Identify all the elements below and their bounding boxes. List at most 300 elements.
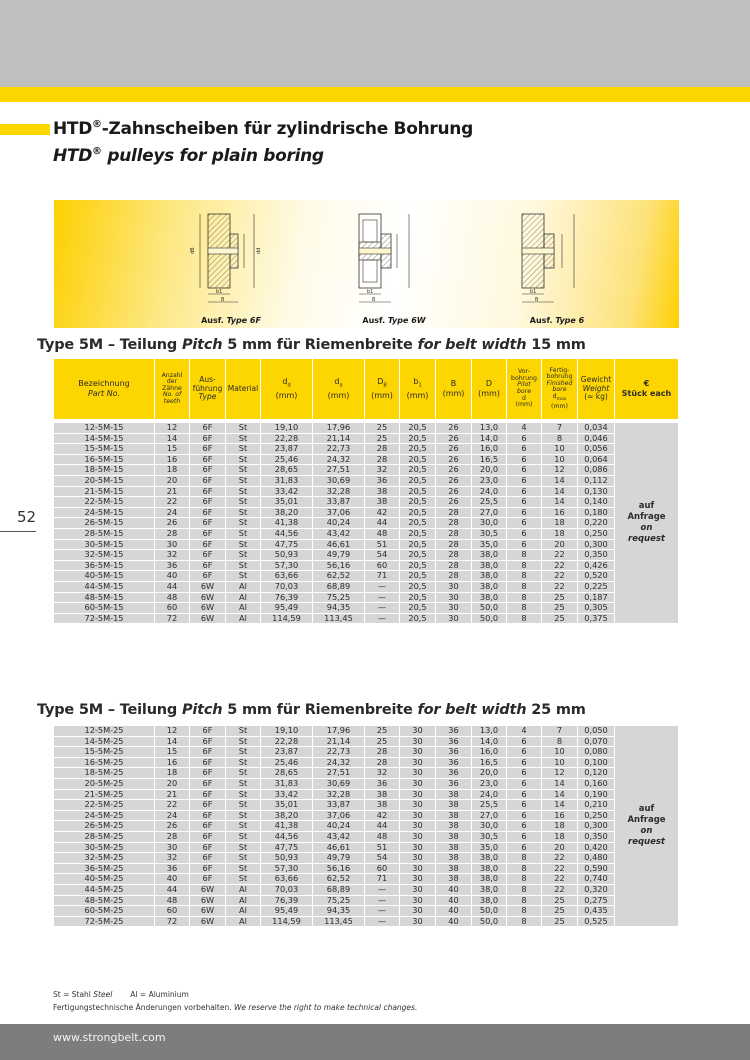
table-cell: 0,375 xyxy=(578,614,615,625)
page-number-rule xyxy=(0,531,36,532)
table-cell: 57,30 xyxy=(261,561,313,572)
table-cell: 30 xyxy=(400,864,436,875)
table-cell: 30 xyxy=(400,917,436,928)
table-cell: 50,0 xyxy=(472,603,507,614)
table-row xyxy=(54,779,678,790)
table-cell: 36 xyxy=(155,864,190,875)
col-dd: $d_d$ (mm) xyxy=(261,359,313,419)
table-cell: 35,0 xyxy=(472,843,507,854)
table-cell: 40 xyxy=(436,906,472,917)
table-cell: 22 xyxy=(155,497,190,508)
table-cell: 16,5 xyxy=(472,455,507,466)
table-cell: 14 xyxy=(155,737,190,748)
table-cell: 32 xyxy=(365,768,400,779)
table-cell: 6F xyxy=(190,821,226,832)
table-cell: 6 xyxy=(507,540,542,551)
table-cell: St xyxy=(226,487,261,498)
table-cell: 113,45 xyxy=(313,614,365,625)
table-cell: 15-5M-15 xyxy=(54,444,155,455)
table-cell: 6F xyxy=(190,874,226,885)
table-cell: 70,03 xyxy=(261,582,313,593)
table-cell: 0,190 xyxy=(578,790,615,801)
col-weight: Gewicht Weight (≈ kg) xyxy=(578,359,615,419)
table-cell: 20,5 xyxy=(400,540,436,551)
table-body xyxy=(54,423,678,624)
table-cell: 6F xyxy=(190,423,226,434)
table-cell: 22 xyxy=(542,571,578,582)
table-cell: 20,5 xyxy=(400,593,436,604)
table-cell: 8 xyxy=(507,853,542,864)
table-cell: 36 xyxy=(436,779,472,790)
table-cell: 71 xyxy=(365,571,400,582)
table-cell: 38,0 xyxy=(472,864,507,875)
pulley-drawings-band xyxy=(54,200,679,328)
table-cell: 95,49 xyxy=(261,603,313,614)
table-cell: 48-5M-25 xyxy=(54,896,155,907)
table-cell: 36-5M-15 xyxy=(54,561,155,572)
table-cell: 30,69 xyxy=(313,476,365,487)
table-cell: 0,112 xyxy=(578,476,615,487)
table-cell: Al xyxy=(226,896,261,907)
table-cell: 14 xyxy=(542,779,578,790)
table-row xyxy=(54,603,678,614)
table-cell: 48 xyxy=(365,529,400,540)
table-cell: 33,42 xyxy=(261,790,313,801)
table-row xyxy=(54,529,678,540)
table-cell: 28-5M-15 xyxy=(54,529,155,540)
table-cell: 22,73 xyxy=(313,444,365,455)
table-cell: St xyxy=(226,758,261,769)
table-cell: 6W xyxy=(190,593,226,604)
table-cell: 38 xyxy=(436,821,472,832)
table-cell: 6F xyxy=(190,737,226,748)
table-cell: 6F xyxy=(190,768,226,779)
table-cell: 26 xyxy=(436,497,472,508)
table-cell: 13,0 xyxy=(472,423,507,434)
table-row xyxy=(54,896,678,907)
table-cell: 43,42 xyxy=(313,529,365,540)
table-cell: 30-5M-15 xyxy=(54,540,155,551)
table-cell: 22 xyxy=(542,864,578,875)
table-row xyxy=(54,864,678,875)
table-cell: — xyxy=(365,603,400,614)
table-cell: 40 xyxy=(436,896,472,907)
table-cell: 15 xyxy=(155,444,190,455)
website-link[interactable]: www.strongbelt.com xyxy=(53,1031,166,1044)
col-material: Material xyxy=(226,359,261,419)
table-cell: 30 xyxy=(155,540,190,551)
table-cell: 33,42 xyxy=(261,487,313,498)
table-cell: 46,61 xyxy=(313,843,365,854)
table-cell: — xyxy=(365,593,400,604)
table-cell: 6 xyxy=(507,779,542,790)
col-teeth: Anzahl der Zähne No. of teeth xyxy=(155,359,190,419)
table-cell: 42 xyxy=(365,508,400,519)
table-row xyxy=(54,434,678,445)
table-cell: 18 xyxy=(542,529,578,540)
table-cell: St xyxy=(226,800,261,811)
table-cell: 14-5M-15 xyxy=(54,434,155,445)
table-cell: 35,01 xyxy=(261,497,313,508)
pulley-6w-drawing-icon xyxy=(339,208,449,308)
table-cell: 20 xyxy=(542,540,578,551)
table-cell: 72-5M-25 xyxy=(54,917,155,928)
svg-text:B: B xyxy=(372,297,376,303)
table-cell: 20,5 xyxy=(400,561,436,572)
table-cell: 23,0 xyxy=(472,476,507,487)
table-cell: 60-5M-15 xyxy=(54,603,155,614)
table-row xyxy=(54,497,678,508)
table-cell: 30 xyxy=(400,811,436,822)
table-cell: 8 xyxy=(507,603,542,614)
table-cell: St xyxy=(226,853,261,864)
table-cell: 0,520 xyxy=(578,571,615,582)
table-cell: 50,93 xyxy=(261,550,313,561)
table-cell: 35,0 xyxy=(472,540,507,551)
table-cell: 0,046 xyxy=(578,434,615,445)
table-cell: 6F xyxy=(190,726,226,737)
table-cell: 25 xyxy=(542,593,578,604)
table-cell: 18-5M-25 xyxy=(54,768,155,779)
table-cell: 18 xyxy=(155,768,190,779)
table-cell: 54 xyxy=(365,550,400,561)
table-cell: 30 xyxy=(400,758,436,769)
table-cell: 6 xyxy=(507,790,542,801)
table-cell: 40 xyxy=(155,571,190,582)
table-cell: 6F xyxy=(190,571,226,582)
table-cell: 26 xyxy=(436,465,472,476)
table-cell: 6 xyxy=(507,768,542,779)
section-title-15mm: Type 5M – Teilung Pitch 5 mm für Riemenbreite for belt width 15 mm xyxy=(37,337,586,353)
table-row xyxy=(54,917,678,928)
section-title-25mm: Type 5M – Teilung Pitch 5 mm für Riemenbreite for belt width 25 mm xyxy=(37,702,586,718)
table-cell: 28 xyxy=(155,529,190,540)
page-title-de: HTD®-Zahnscheiben für zylindrische Bohrung xyxy=(53,119,473,139)
svg-text:b1: b1 xyxy=(216,289,223,295)
table-cell: St xyxy=(226,550,261,561)
table-cell: 63,66 xyxy=(261,571,313,582)
table-cell: 21-5M-15 xyxy=(54,487,155,498)
table-cell: 38,20 xyxy=(261,508,313,519)
table-row xyxy=(54,758,678,769)
table-cell: 56,16 xyxy=(313,864,365,875)
table-cell: 6W xyxy=(190,582,226,593)
table-cell: 60 xyxy=(155,603,190,614)
table-row xyxy=(54,790,678,801)
table-cell: 28 xyxy=(436,508,472,519)
table-cell: 8 xyxy=(507,593,542,604)
table-cell: 38 xyxy=(365,487,400,498)
table-cell: 23,87 xyxy=(261,444,313,455)
table-cell: St xyxy=(226,497,261,508)
table-cell: 62,52 xyxy=(313,571,365,582)
table-cell: 56,16 xyxy=(313,561,365,572)
pulley-6f-drawing-icon xyxy=(176,208,286,308)
table-cell: 6F xyxy=(190,747,226,758)
table-cell: 33,87 xyxy=(313,800,365,811)
table-cell: 57,30 xyxy=(261,864,313,875)
table-cell: 0,435 xyxy=(578,906,615,917)
table-cell: 4 xyxy=(507,726,542,737)
table-cell: 14 xyxy=(542,790,578,801)
svg-text:dd: dd xyxy=(256,247,262,254)
table-cell: 22 xyxy=(542,874,578,885)
table-cell: 26 xyxy=(436,476,472,487)
table-cell: St xyxy=(226,790,261,801)
table-cell: 20 xyxy=(155,779,190,790)
table-cell: 44 xyxy=(365,821,400,832)
table-cell: 94,35 xyxy=(313,906,365,917)
table-cell: 25,46 xyxy=(261,455,313,466)
table-cell: 6F xyxy=(190,476,226,487)
table-cell: 6F xyxy=(190,790,226,801)
table-cell: 6F xyxy=(190,853,226,864)
table-cell: 41,38 xyxy=(261,518,313,529)
pulley-6-drawing-icon xyxy=(502,208,612,308)
table-cell: 38 xyxy=(436,800,472,811)
table-cell: 41,38 xyxy=(261,821,313,832)
table-cell: Al xyxy=(226,906,261,917)
table-cell: 75,25 xyxy=(313,593,365,604)
page-footer xyxy=(0,1024,750,1060)
table-cell: 36 xyxy=(436,737,472,748)
table-cell: 10 xyxy=(542,758,578,769)
table-cell: 43,42 xyxy=(313,832,365,843)
table-cell: 10 xyxy=(542,747,578,758)
table-cell: 76,39 xyxy=(261,896,313,907)
table-cell: 44-5M-15 xyxy=(54,582,155,593)
table-cell: 28 xyxy=(436,529,472,540)
svg-text:dB: dB xyxy=(190,247,196,254)
table-cell: 30,0 xyxy=(472,821,507,832)
table-cell: 22 xyxy=(542,885,578,896)
svg-text:B: B xyxy=(221,297,225,303)
table-cell: 38,0 xyxy=(472,853,507,864)
table-cell: 38,0 xyxy=(472,896,507,907)
table-cell: 40 xyxy=(436,885,472,896)
table-cell: 47,75 xyxy=(261,843,313,854)
table-cell: 8 xyxy=(507,550,542,561)
table-cell: 20,5 xyxy=(400,444,436,455)
table-cell: 16 xyxy=(542,811,578,822)
table-cell: 46,61 xyxy=(313,540,365,551)
table-cell: 25,46 xyxy=(261,758,313,769)
table-cell: 6 xyxy=(507,476,542,487)
table-cell: 20,5 xyxy=(400,603,436,614)
table-cell: 30 xyxy=(400,737,436,748)
table-cell: 14 xyxy=(542,800,578,811)
table-cell: 6F xyxy=(190,540,226,551)
table-row xyxy=(54,874,678,885)
table-cell: 0,420 xyxy=(578,843,615,854)
table-cell: 24,32 xyxy=(313,758,365,769)
table-cell: St xyxy=(226,434,261,445)
page-title-en: HTD® pulleys for plain boring xyxy=(53,146,324,166)
table-cell: 30,5 xyxy=(472,529,507,540)
table-cell: 44,56 xyxy=(261,529,313,540)
table-cell: 6 xyxy=(507,444,542,455)
table-cell: 32,28 xyxy=(313,487,365,498)
table-cell: St xyxy=(226,465,261,476)
table-cell: 38 xyxy=(436,864,472,875)
table-cell: 38,0 xyxy=(472,550,507,561)
table-cell: 60 xyxy=(155,906,190,917)
table-cell: 36 xyxy=(155,561,190,572)
table-cell: 30 xyxy=(400,779,436,790)
table-row xyxy=(54,571,678,582)
table-cell: 36 xyxy=(365,476,400,487)
table-cell: 25,5 xyxy=(472,800,507,811)
table-cell: 8 xyxy=(507,896,542,907)
table-cell: 4 xyxy=(507,423,542,434)
table-cell: 17,96 xyxy=(313,726,365,737)
table-cell: 40-5M-15 xyxy=(54,571,155,582)
col-price: € Stück each xyxy=(615,359,678,419)
table-cell: 6F xyxy=(190,864,226,875)
table-cell: 38 xyxy=(436,853,472,864)
table-cell: 25 xyxy=(542,917,578,928)
figure-caption: Ausf. Type 6W xyxy=(362,316,426,325)
table-cell: 22 xyxy=(542,550,578,561)
svg-text:b1: b1 xyxy=(530,289,537,295)
table-cell: 27,51 xyxy=(313,768,365,779)
table-cell: — xyxy=(365,614,400,625)
table-cell: 19,10 xyxy=(261,726,313,737)
table-cell: 10 xyxy=(542,444,578,455)
table-cell: 114,59 xyxy=(261,917,313,928)
table-cell: 26 xyxy=(155,821,190,832)
table-cell: 95,49 xyxy=(261,906,313,917)
table-cell: 37,06 xyxy=(313,508,365,519)
table-cell: St xyxy=(226,843,261,854)
table-cell: 36 xyxy=(436,747,472,758)
table-cell: St xyxy=(226,540,261,551)
table-cell: 12 xyxy=(155,423,190,434)
table-cell: 0,350 xyxy=(578,550,615,561)
table-cell: 26-5M-25 xyxy=(54,821,155,832)
table-cell: — xyxy=(365,917,400,928)
table-cell: 48 xyxy=(155,593,190,604)
table-cell: 26 xyxy=(155,518,190,529)
table-cell: St xyxy=(226,529,261,540)
table-cell: 0,225 xyxy=(578,582,615,593)
table-cell: 38,0 xyxy=(472,561,507,572)
table-row xyxy=(54,800,678,811)
table-cell: 30 xyxy=(400,768,436,779)
table-cell: 0,210 xyxy=(578,800,615,811)
table-cell: 30,69 xyxy=(313,779,365,790)
table-cell: 32 xyxy=(365,465,400,476)
table-cell: 12 xyxy=(542,768,578,779)
table-cell: 28-5M-25 xyxy=(54,832,155,843)
table-cell: 25 xyxy=(365,423,400,434)
table-cell: 0,070 xyxy=(578,737,615,748)
table-cell: 47,75 xyxy=(261,540,313,551)
table-cell: 24 xyxy=(155,508,190,519)
table-cell: 23,87 xyxy=(261,747,313,758)
table-cell: 6W xyxy=(190,614,226,625)
table-cell: 40 xyxy=(436,917,472,928)
table-cell: 24 xyxy=(155,811,190,822)
table-cell: 25 xyxy=(542,896,578,907)
table-cell: 38,0 xyxy=(472,874,507,885)
table-cell: 0,120 xyxy=(578,768,615,779)
table-cell: 32 xyxy=(155,853,190,864)
table-cell: 6F xyxy=(190,561,226,572)
table-cell: 113,45 xyxy=(313,917,365,928)
table-cell: 37,06 xyxy=(313,811,365,822)
table-cell: 20-5M-15 xyxy=(54,476,155,487)
table-cell: 51 xyxy=(365,843,400,854)
table-row xyxy=(54,487,678,498)
table-cell: 0,220 xyxy=(578,518,615,529)
table-cell: 0,320 xyxy=(578,885,615,896)
table-cell: 6 xyxy=(507,832,542,843)
table-cell: 20,5 xyxy=(400,550,436,561)
table-cell: 20,5 xyxy=(400,465,436,476)
table-cell: 0,480 xyxy=(578,853,615,864)
table-cell: 40,24 xyxy=(313,518,365,529)
table-cell: 22,28 xyxy=(261,737,313,748)
table-cell: 28 xyxy=(436,518,472,529)
table-cell: 0,300 xyxy=(578,540,615,551)
table-cell: St xyxy=(226,811,261,822)
table-cell: 13,0 xyxy=(472,726,507,737)
table-cell: 6 xyxy=(507,821,542,832)
table-cell: 6F xyxy=(190,444,226,455)
table-cell: St xyxy=(226,423,261,434)
table-cell: 16 xyxy=(155,758,190,769)
table-cell: 16 xyxy=(542,508,578,519)
drawing-type-6f xyxy=(176,208,286,328)
table-cell: 6 xyxy=(507,758,542,769)
table-cell: 22 xyxy=(155,800,190,811)
table-row xyxy=(54,768,678,779)
table-cell: 6F xyxy=(190,487,226,498)
table-cell: 21-5M-25 xyxy=(54,790,155,801)
table-cell: 14 xyxy=(542,497,578,508)
table-cell: 27,0 xyxy=(472,811,507,822)
table-cell: Al xyxy=(226,885,261,896)
table-cell: 0,590 xyxy=(578,864,615,875)
table-cell: 30 xyxy=(400,843,436,854)
table-cell: 26 xyxy=(436,444,472,455)
table-row xyxy=(54,455,678,466)
table-cell: 20 xyxy=(155,476,190,487)
table-cell: 22-5M-15 xyxy=(54,497,155,508)
table-cell: 28 xyxy=(365,758,400,769)
table-cell: St xyxy=(226,779,261,790)
table-cell: 20,0 xyxy=(472,768,507,779)
table-cell: 21,14 xyxy=(313,737,365,748)
table-cell: 6F xyxy=(190,811,226,822)
table-cell: 36 xyxy=(436,768,472,779)
table-cell: 25 xyxy=(542,614,578,625)
table-cell: 30 xyxy=(400,885,436,896)
table-cell: 32 xyxy=(155,550,190,561)
table-cell: St xyxy=(226,747,261,758)
table-row xyxy=(54,832,678,843)
table-cell: 30-5M-25 xyxy=(54,843,155,854)
table-cell: 30 xyxy=(400,790,436,801)
table-cell: 12-5M-15 xyxy=(54,423,155,434)
table-cell: 21,14 xyxy=(313,434,365,445)
table-cell: 28 xyxy=(155,832,190,843)
table-row xyxy=(54,508,678,519)
table-cell: St xyxy=(226,508,261,519)
table-cell: 44,56 xyxy=(261,832,313,843)
table-cell: 0,056 xyxy=(578,444,615,455)
